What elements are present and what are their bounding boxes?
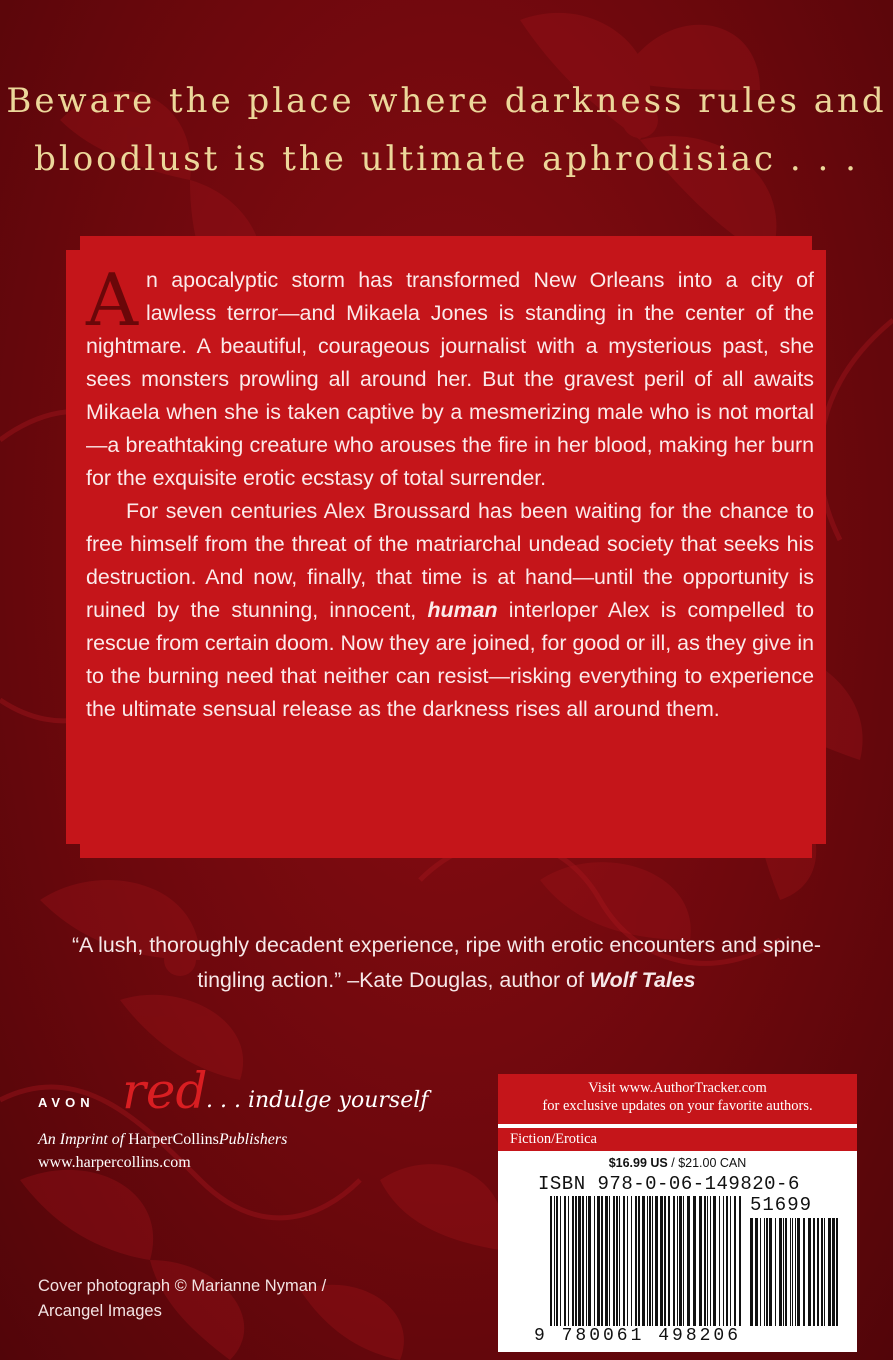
barcode-bar: [556, 1196, 558, 1326]
tagline-line-2: bloodlust is the ultimate aphrodisiac . . .: [34, 139, 859, 179]
barcode-bar: [699, 1196, 702, 1326]
photo-credit-line-2: Arcangel Images: [38, 1302, 162, 1320]
barcode-bar: [655, 1196, 658, 1326]
barcode-bar: [568, 1196, 569, 1326]
barcode-bar: [821, 1218, 823, 1326]
barcode-bar: [785, 1218, 787, 1326]
barcode-bar: [828, 1218, 831, 1326]
barcode-bar: [739, 1196, 741, 1326]
tagline-line-1: Beware the place where darkness rules and: [6, 81, 887, 121]
barcode-bar: [755, 1218, 758, 1326]
barcode-bar: [760, 1218, 761, 1326]
avon-logo: AVON: [38, 1095, 95, 1110]
barcode-bar: [797, 1218, 800, 1326]
imprint-line: [38, 1131, 287, 1149]
photo-credit-line-1: Cover photograph © Marianne Nyman /: [38, 1277, 327, 1295]
barcode-bar: [609, 1196, 610, 1326]
barcode-bar: [601, 1196, 603, 1326]
blurb-emphasis: human: [427, 598, 498, 622]
barcode-bar: [623, 1196, 625, 1326]
barcode-bar: [750, 1218, 753, 1326]
review-quote: [40, 928, 853, 998]
barcode-bar: [597, 1196, 600, 1326]
barcode-bar: [726, 1196, 728, 1326]
barcode-bar: [564, 1196, 566, 1326]
imprint-slogan: . . . indulge yourself: [206, 1088, 429, 1113]
barcode-bar: [734, 1196, 736, 1326]
barcode-bar: [594, 1196, 595, 1326]
quote-text: “A lush, thoroughly decadent experience, ripe with erotic encounters and spine-tingling action.” –Kate Douglas, author of: [71, 933, 822, 992]
barcode-bar: [693, 1196, 696, 1326]
barcode-bar: [638, 1196, 640, 1326]
barcode-bar: [779, 1218, 782, 1326]
barcode-bar: [792, 1218, 793, 1326]
blurb-paragraph-2-end: interloper Alex is compelled to rescue from certain doom. Now they are joined, for good or ill, as they give in to the burning need that neither can resist—risking everything to experience the ultimate sensual release as the darkness rises all around them.: [86, 598, 814, 721]
barcode-bar: [550, 1196, 552, 1326]
barcode-bar: [627, 1196, 628, 1326]
barcode-bar: [605, 1196, 608, 1326]
drop-cap: A: [86, 258, 138, 342]
barcode-digits: 9 780061 498206: [534, 1326, 742, 1346]
imprint-name: HarperCollins: [128, 1131, 219, 1148]
barcode-bar: [783, 1218, 784, 1326]
barcode-bar: [554, 1196, 555, 1326]
barcode-bar: [578, 1196, 581, 1326]
barcode-bar: [824, 1218, 825, 1326]
barcode-bar: [673, 1196, 675, 1326]
genre-label: Fiction/Erotica: [498, 1128, 857, 1151]
barcode-bar: [723, 1196, 724, 1326]
barcode-bar: [836, 1218, 838, 1326]
blurb-text: [86, 258, 814, 726]
barcode-bar: [769, 1218, 772, 1326]
blurb-paragraph-1-text: n apocalyptic storm has transformed New Orleans into a city of lawless terror—and Mikaela Jones is standing in the center of the nightmare. A beautiful, courageous journalist with a mysterious past, she sees monsters prowling all around her. But the gravest peril of all awaits Mikaela when she is taken captive by a mesmerizing male who is not mortal—a breathtaking creature who arouses the fire in her blood, making her burn for the exquisite erotic ecstasy of total surrender.: [86, 268, 814, 490]
barcode-bar: [832, 1218, 835, 1326]
barcode-image: [498, 1074, 857, 1352]
quote-book-title: Wolf Tales: [589, 968, 696, 992]
barcode-panel: [498, 1074, 857, 1352]
barcode-bar: [586, 1196, 587, 1326]
blurb-paragraph-2-start: For seven centuries Alex Broussard has been waiting for the chance to free himself from the threat of the matriarchal undead society that seeks his destruction. And now, finally, that time is at hand—until the opportunity is ruined by the stunning, innocent,: [86, 499, 814, 622]
barcode-bar: [642, 1196, 645, 1326]
barcode-bar: [707, 1196, 708, 1326]
barcode-bar: [631, 1196, 632, 1326]
ean-barcode-bars: [550, 1196, 741, 1326]
barcode-bar: [713, 1196, 716, 1326]
barcode-bar: [730, 1196, 731, 1326]
imprint-prefix: An Imprint of: [38, 1131, 129, 1148]
barcode-bar: [613, 1196, 615, 1326]
barcode-bar: [619, 1196, 620, 1326]
barcode-bar: [582, 1196, 584, 1326]
barcode-bar: [803, 1218, 805, 1326]
barcode-bar: [652, 1196, 653, 1326]
barcode-bar: [647, 1196, 648, 1326]
barcode-bar: [668, 1196, 670, 1326]
barcode-bar: [616, 1196, 618, 1326]
tracker-line-1: Visit www.AuthorTracker.com: [588, 1080, 767, 1096]
barcode-bar: [795, 1218, 796, 1326]
barcode-bar: [683, 1196, 684, 1326]
avon-red-logo: red: [122, 1062, 208, 1120]
price-us: $16.99 US: [608, 1156, 668, 1170]
barcode-bar: [790, 1218, 791, 1326]
barcode-bar: [764, 1218, 765, 1326]
barcode-bar: [719, 1196, 720, 1326]
barcode-bar: [664, 1196, 666, 1326]
barcode-bar: [817, 1218, 819, 1326]
photo-credit: [38, 1274, 398, 1324]
barcode-bar: [766, 1218, 768, 1326]
price-addon-digits: 51699: [750, 1194, 813, 1216]
barcode-bar: [575, 1196, 577, 1326]
publisher-website: www.harpercollins.com: [38, 1154, 191, 1171]
addon-barcode-bars: [750, 1218, 838, 1326]
barcode-bar: [704, 1196, 706, 1326]
barcode-bar: [572, 1196, 574, 1326]
tagline: [0, 72, 893, 188]
barcode-bar: [588, 1196, 591, 1326]
barcode-bar: [679, 1196, 682, 1326]
imprint-suffix: Publishers: [218, 1131, 288, 1148]
price-can: / $21.00 CAN: [667, 1156, 747, 1170]
barcode-bar: [808, 1218, 811, 1326]
barcode-bar: [677, 1196, 678, 1326]
blurb-paragraph-1: [86, 258, 814, 495]
barcode-bar: [775, 1218, 776, 1326]
blurb-paragraph-2: [86, 495, 814, 726]
isbn-text: ISBN 978-0-06-149820-6: [538, 1173, 800, 1195]
barcode-bar: [560, 1196, 561, 1326]
barcode-bar: [813, 1218, 815, 1326]
tracker-line-2: for exclusive updates on your favorite authors.: [542, 1098, 813, 1114]
barcode-bar: [635, 1196, 637, 1326]
barcode-bar: [710, 1196, 711, 1326]
barcode-bar: [649, 1196, 651, 1326]
barcode-bar: [660, 1196, 663, 1326]
barcode-bar: [687, 1196, 690, 1326]
